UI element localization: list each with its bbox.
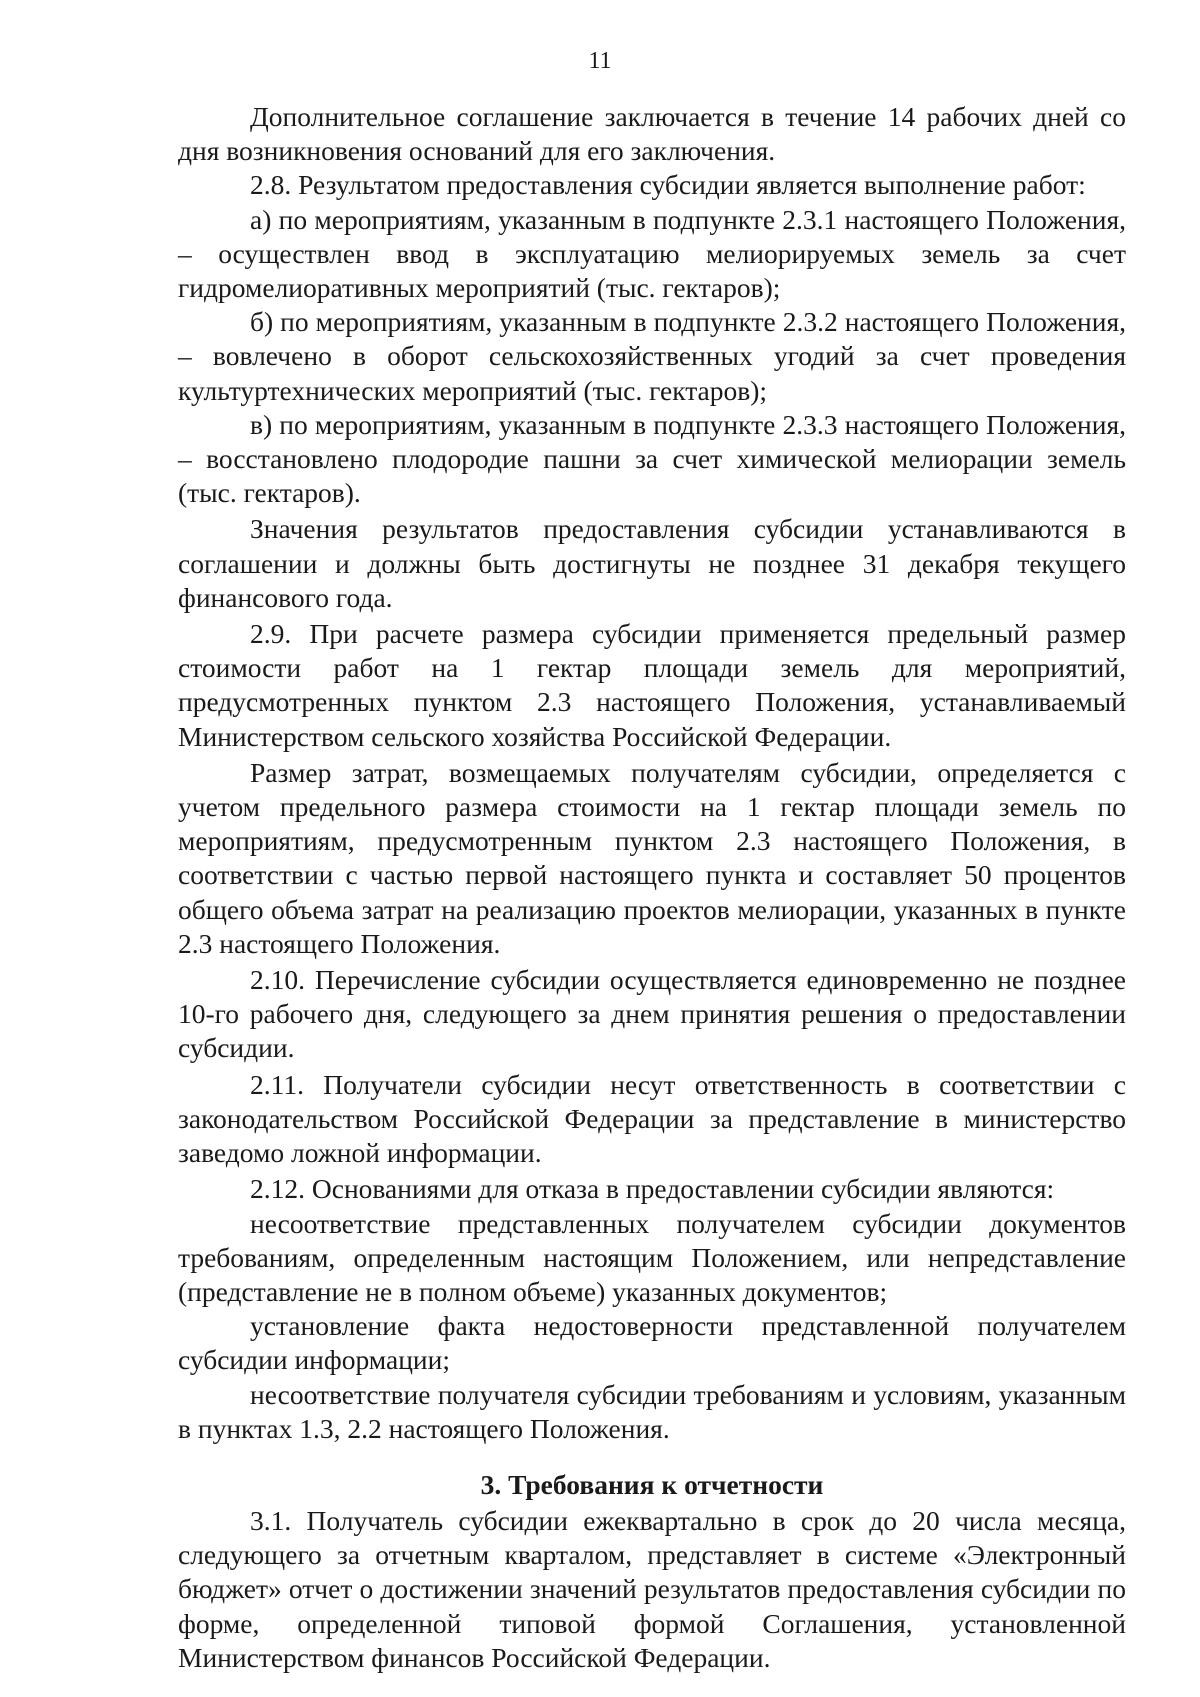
paragraph: 2.9. При расчете размера субсидии применяется предельный размер стоимости работ на 1 гектар площади земель для мероприятий, предусмотренных пунктом 2.3 настоящего Положения, устанавливаемый Министерством сельского хозяйства Российской Федерации. bbox=[178, 618, 1126, 752]
paragraph: 2.12. Основаниями для отказа в предоставлении субсидии являются: bbox=[250, 1173, 1055, 1205]
paragraph: Дополнительное соглашение заключается в течение 14 рабочих дней со дня возникновения оснований для его заключения. bbox=[178, 101, 1126, 167]
paragraph: 3.1. Получатель субсидии ежеквартально в срок до 20 числа месяца, следующего за отчетным кварталом, представляет в системе «Электронный бюджет» отчет о достижении значений результатов предоставления субсидии по форме, определенной типовой формой Соглашения, установленной Министерством финансов Российской Федерации. bbox=[178, 1504, 1126, 1673]
paragraph: а) по мероприятиям, указанным в подпункте 2.3.1 настоящего Положения, – осуществлен ввод в эксплуатацию мелиорируемых земель за счет гидромелиоративных мероприятий (тыс. гектаров); bbox=[178, 203, 1126, 304]
document-body bbox=[178, 100, 1126, 1675]
section-heading: 3. Требования к отчетности bbox=[480, 1468, 824, 1500]
paragraph: Размер затрат, возмещаемых получателям субсидии, определяется с учетом предельного размера стоимости на 1 гектар площади земель по мероприятиям, предусмотренным пунктом 2.3 настоящего Положения, в соответствии с частью первой настоящего пункта и составляет 50 процентов общего объема затрат на реализацию проектов мелиорации, указанных в пункте 2.3 настоящего Положения. bbox=[178, 756, 1126, 959]
paragraph: б) по мероприятиям, указанным в подпункте 2.3.2 настоящего Положения, – вовлечено в оборот сельскохозяйственных угодий за счет проведения культуртехнических мероприятий (тыс. гектаров); bbox=[178, 306, 1126, 406]
paragraph: несоответствие представленных получателем субсидии документов требованиям, определенным настоящим Положением, или непредставление (представление не в полном объеме) указанных документов; bbox=[178, 1207, 1126, 1307]
page-number: 11 bbox=[588, 48, 612, 74]
paragraph: 2.8. Результатом предоставления субсидии является выполнение работ: bbox=[250, 169, 1086, 201]
paragraph: в) по мероприятиям, указанным в подпункте 2.3.3 настоящего Положения, – восстановлено плодородие пашни за счет химической мелиорации земель (тыс. гектаров). bbox=[178, 408, 1126, 509]
paragraph: Значения результатов предоставления субсидии устанавливаются в соглашении и должны быть достигнуты не позднее 31 декабря текущего финансового года. bbox=[178, 513, 1126, 613]
paragraph: 2.11. Получатели субсидии несут ответственность в соответствии с законодательством Российской Федерации за представление в министерство заведомо ложной информации. bbox=[178, 1068, 1126, 1169]
paragraph: несоответствие получателя субсидии требованиям и условиям, указанным в пунктах 1.3, 2.2 настоящего Положения. bbox=[178, 1378, 1126, 1444]
paragraph: установление факта недостоверности представленной получателем субсидии информации; bbox=[178, 1310, 1126, 1376]
paragraph: 2.10. Перечисление субсидии осуществляется единовременно не позднее 10-го рабочего дня, следующего за днем принятия решения о предоставлении субсидии. bbox=[178, 964, 1126, 1064]
